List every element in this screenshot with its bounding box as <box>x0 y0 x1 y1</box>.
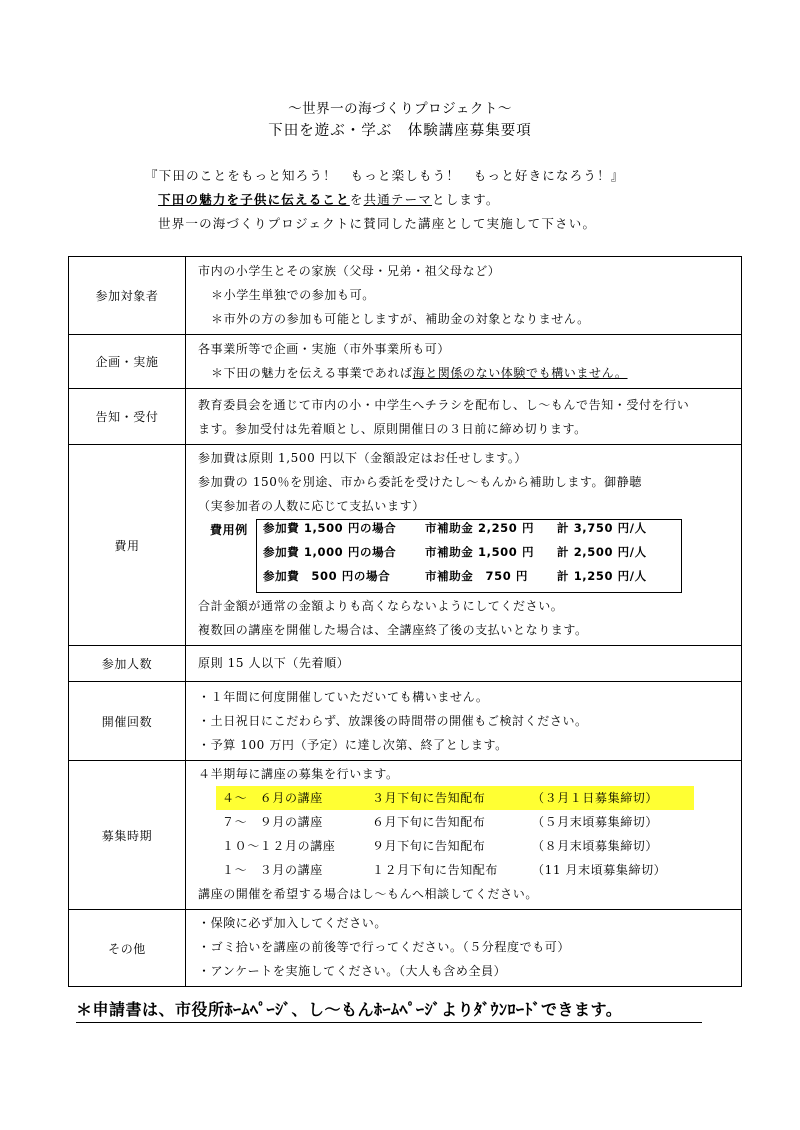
content-notice <box>186 389 742 445</box>
frequency-line-3: ・予算 100 万円（予定）に達し次第、終了とします。 <box>198 738 508 752</box>
example-row <box>257 544 682 568</box>
content-schedule <box>186 761 742 910</box>
row-schedule <box>69 761 742 910</box>
example-fee: 参加費 1,000 円の場合 <box>263 545 397 559</box>
example-subsidy: 市補助金 2,250 円 <box>425 521 535 535</box>
cost-example <box>198 519 733 593</box>
content-cost <box>186 445 742 646</box>
schedule-deadline: （３月１日募集締切） <box>532 791 659 805</box>
schedule-notice: １２月下旬に告知配布 <box>372 863 499 877</box>
label-participants: 参加人数 <box>69 646 186 682</box>
row-cost <box>69 445 742 646</box>
label-planning: 企画・実施 <box>69 335 186 389</box>
cost-example-label: 費用例 <box>210 523 248 537</box>
schedule-notice: ６月下旬に告知配布 <box>372 815 486 829</box>
label-schedule: 募集時期 <box>69 761 186 910</box>
example-fee: 参加費 1,500 円の場合 <box>263 521 397 535</box>
participants-line-1: 原則 15 人以下（先着順） <box>198 656 350 670</box>
download-notice: ＊申請書は、市役所ﾎｰﾑﾍﾟｰｼﾞ、し～もんﾎｰﾑﾍﾟｰｼﾞよりﾀﾞｳﾝﾛｰﾄﾞできます。 <box>76 997 702 1023</box>
row-planning <box>69 335 742 389</box>
intro-instruction: 世界一の海づくりプロジェクトに賛同した講座として実施して下さい。 <box>158 216 597 231</box>
notice-line-2: ます。参加受付は先着順とし、原則開催日の３日前に締め切ります。 <box>198 422 587 436</box>
frequency-line-2: ・土日祝日にこだわらず、放課後の時間帯の開催もご検討ください。 <box>198 714 588 728</box>
content-target <box>186 257 742 335</box>
content-planning <box>186 335 742 389</box>
intro-theme <box>158 190 500 208</box>
row-other <box>69 910 742 987</box>
cost-line-2: 参加費の 150％を別途、市から委託を受けたし～もんから補助します。御静聴 <box>198 475 642 489</box>
example-subsidy: 市補助金 750 円 <box>425 569 529 583</box>
schedule-notice: ９月下旬に告知配布 <box>372 839 486 853</box>
schedule-outro: 講座の開催を希望する場合はし～もんへ相談してください。 <box>198 887 538 901</box>
example-row <box>257 568 682 593</box>
example-fee: 参加費 500 円の場合 <box>263 569 391 583</box>
other-line-2: ・ゴミ拾いを講座の前後等で行ってください。（５分程度でも可） <box>198 940 571 954</box>
theme-common: 共通テーマ <box>363 192 433 207</box>
other-line-1: ・保険に必ず加入してください。 <box>198 916 388 930</box>
cost-line-4: 合計金額が通常の金額よりも高くならないようにしてください。 <box>198 599 564 613</box>
schedule-item <box>222 834 733 858</box>
schedule-item <box>216 786 694 810</box>
schedule-deadline: （８月末頃募集締切） <box>532 839 659 853</box>
content-participants <box>186 646 742 682</box>
row-frequency <box>69 682 742 761</box>
label-frequency: 開催回数 <box>69 682 186 761</box>
cost-example-table <box>256 519 682 593</box>
schedule-intro: ４半期毎に講座の募集を行います。 <box>198 767 399 781</box>
content-other <box>186 910 742 987</box>
example-total: 計 2,500 円/人 <box>557 545 647 559</box>
planning-line-2a: ＊下田の魅力を伝える事業であれば <box>211 366 413 380</box>
example-row <box>257 520 682 545</box>
target-line-2: ＊小学生単独での参加も可。 <box>211 288 375 302</box>
schedule-item <box>222 858 733 882</box>
label-notice: 告知・受付 <box>69 389 186 445</box>
planning-line-1: 各事業所等で企画・実施（市外事業所も可） <box>198 342 451 356</box>
row-target <box>69 257 742 335</box>
theme-end: とします。 <box>432 192 500 207</box>
planning-line-2b: 海と関係のない体験でも構いません。 <box>412 366 628 380</box>
schedule-item <box>222 810 733 834</box>
label-target: 参加対象者 <box>69 257 186 335</box>
schedule-deadline: （５月末頃募集締切） <box>532 815 659 829</box>
page-title: 下田を遊ぶ・学ぶ 体験講座募集要項 <box>268 123 532 139</box>
schedule-period: ４～ ６月の講座 <box>222 791 323 805</box>
schedule-deadline: （11 月末頃募集締切） <box>532 863 667 877</box>
row-notice <box>69 389 742 445</box>
target-line-3: ＊市外の方の参加も可能としますが、補助金の対象となりません。 <box>211 312 590 326</box>
schedule-period: １０～１２月の講座 <box>222 839 336 853</box>
target-line-1: 市内の小学生とその家族（父母・兄弟・祖父母など） <box>198 264 501 278</box>
example-total: 計 1,250 円/人 <box>557 569 647 583</box>
label-cost: 費用 <box>69 445 186 646</box>
content-frequency <box>186 682 742 761</box>
theme-emphasis: 下田の魅力を子供に伝えること <box>158 192 350 207</box>
cost-line-3: （実参加者の人数に応じて支払います） <box>198 499 425 513</box>
cost-line-1: 参加費は原則 1,500 円以下（金額設定はお任せします。） <box>198 451 528 465</box>
schedule-period: ７～ ９月の講座 <box>222 815 323 829</box>
theme-particle: を <box>349 192 364 207</box>
schedule-notice: ３月下旬に告知配布 <box>372 791 486 805</box>
cost-line-5: 複数回の講座を開催した場合は、全講座終了後の支払いとなります。 <box>198 623 588 637</box>
page-subtitle: ～世界一の海づくりプロジェクト～ <box>288 101 512 117</box>
other-line-3: ・アンケートを実施してください。（大人も含め全員） <box>198 964 507 978</box>
label-other: その他 <box>69 910 186 987</box>
frequency-line-1: ・１年間に何度開催していただいても構いません。 <box>198 690 489 704</box>
example-subsidy: 市補助金 1,500 円 <box>425 545 535 559</box>
intro-slogan: 『下田のことをもっと知ろう！ もっと楽しもう！ もっと好きになろう！』 <box>145 168 625 183</box>
row-participants <box>69 646 742 682</box>
requirements-table <box>68 256 742 987</box>
planning-line-2 <box>198 361 733 385</box>
example-total: 計 3,750 円/人 <box>557 521 647 535</box>
schedule-period: １～ ３月の講座 <box>222 863 323 877</box>
notice-line-1: 教育委員会を通じて市内の小・中学生へチラシを配布し、し～もんで告知・受付を行い <box>198 398 690 412</box>
